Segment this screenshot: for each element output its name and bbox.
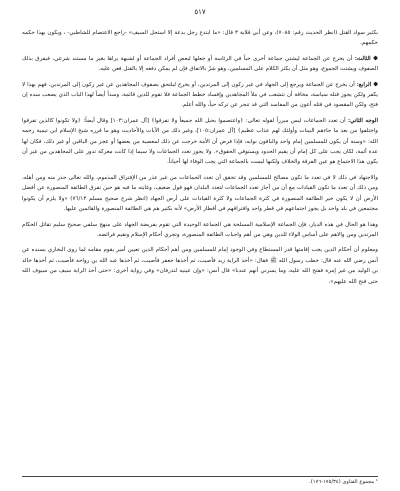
paragraph-7 — [22, 245, 378, 287]
paragraph-text: بكثير سواد القتل (انظر الحديث رقم: ٧٠٨٥)، وعن أبي قلابة ٣ قال: «ما ابتدع رجل بدعة إلا استحل السيف» -راجع الاعتصام للشاطبي- ، ويكون بهذا حكمه حكمهم. — [22, 30, 378, 47]
paragraph-text: ومعلوم أن أحكام الدين يجب إقامتها قدر المستطاع وفي الوجود إمام للمسلمين ومن أهم أحكام الدين تعيين أمير يقوم مقامه لما روى البخاري بسنده عن أنس رضي الله عنه قال: خطب رسول الله ﷺ فقال: «أخذ الراية زيد فأصيب، ثم أخذها جعفر فأصيب، ثم أخذها عبد الله بن رواحة فأصيب، ثم أخذها خالد بن الوليد من غير إمرة ففتح الله عليه، وما يسرني أنهم عندنا» قال أنس: «وإن عينيه لتذرفان» وفي رواية أخرى: «حتى أخذ الراية سيف من سيوف الله حتى فتح الله عليهم». — [22, 247, 378, 285]
paragraph-lead: الوجه الثاني: — [348, 117, 379, 124]
paragraph-fourth-point — [22, 80, 378, 111]
paragraph-5 — [22, 173, 378, 215]
paragraph-text: أن يخرج عن الجماعة ليشتي جماعة أخرى حباً في الرئاسة أو جعلها لبعض أفراد الجماعة أو لشبهة يراها بغير ما مستند شرعي، فيفرق بذلك الصفوف ويشتت الجموع، وهو مثل أن يكثر الكلام على المسلمين، وهو شرٌ بالاتفاق فإن لم يمكن دفعه إلا بالقتل فعن عليه. — [22, 55, 378, 73]
paragraph-1 — [22, 28, 378, 49]
paragraph-third-point — [22, 54, 378, 75]
footnote: ¹ مجموع الفتاوى (١٧٥/٣٤-١٧٦). — [309, 479, 378, 485]
paragraph-lead: ✽ الرابع: — [356, 81, 379, 88]
paragraph-lead: ✽ الثالث: — [354, 55, 378, 62]
paragraph-second-aspect — [22, 116, 378, 168]
footnote-divider — [22, 476, 378, 477]
paragraph-text: أن تعدد الجماعات ليس مبرراً لقوله تعالى: ﴿واعتصموا بحبل الله جميعاً ولا تفرقوا﴾ [آل عمران:١٠٣] وقال أيضاً: ﴿ولا تكونوا كالذين تفرقوا واختلفوا من بعد ما جاءهم البينات وأولئك لهم عذاب عظيم﴾ [آل عمران:١٠٥]، وغير ذلك من الآيات والأحاديث وهو ما قرره شيخ الإسلام ابن تيمية رحمه الله: «وسنة أن يكون للمسلمين إمام واحد والباقون نوابه، فإذا فرض أن الأمة خرجت عن ذلك لمعصية من بعضها أو عجز من الباقين أو غير ذلك، فكان لها عدة أئمة، لكان يجب على كل إمام أن يقيم الحدود ويستوفي الحقوق». ولا يجوز تعدد الجماعات ولا سيما إذا كانت معركة تدور على المجاهدين من غير أن يكون هذا الاجتماع هو عين الفرقة والخلاف ولكنها ليست بالجماعة التي يجب الوفاء لها أحياناً. — [22, 117, 378, 166]
page-number: ٥١٧ — [194, 8, 206, 16]
paragraph-text: وهذا هو الحال في هذه الديار، فإن الجماعة الإسلامية المسلحة هي الجماعة الوحيدة التي تقوم بفريضة الجهاد على منهج سلفي صحيح سليم تقاتل الحكام المرتدين ومن والاهم على أساس الولاء للدين وهي من أهم واجبات الطائفة المنصورة، وتجري أحكام الإسلام وتقيم فرائضه. — [22, 221, 378, 238]
paragraph-text: والاجتهاد في ذلك لا في تعدد ما تكون مصالح للمسلمين وقد تحقق أن تعدد الجماعات من غير عذر من الإفتراق المذموم، والله تعالى حذر منه ومن أهله، ومن ذلك أن تعدد ما تكون القيادات مع أن من أجاز تعدد الجماعات لتعدد البلدان فهو قول ضعيف، وغايته ما فيه هو حين تفرق الطائفة المنصورة عن أفضل الأرض أن لا يكون خير الطائفة المنصورة في كثرة الجماعات ولا كثرة القيادات على أرض الجهاد (انظر شرح صحيح مسلم ٧٦/١٣) «ولا يلزم أن يكونوا مجتمعين في بلد واحد بل يجوز اجتماعهم في قطر واحد وافتراقهم في أقطار الأرض» لأنه بكثير هم هي الطائفة المنصورة والقائمين عليها. — [22, 174, 378, 213]
paragraph-text: أن يخرج عن الجماعة ويرجع إلى الجهاد في غير ركون إلى المرتدين، أو يخرج ليلتحق بصفوف المجاهدين عن غير ركون إلى المرتدين، فهم بهذا لا يكفر ولكن يجوز قتله سياسة، مخافة أن تتشعب في ملأ المجاهدين وإفساد خطط الجماعة فلا تقوم للدين قائمة، وسداً أيضاً لهذا الباب الذي يصعب سده إن فتح، ولكن المقصود في قتله أعون من المفاسد التي قد تنجر عن تركه حياً، والله أعلم. — [22, 81, 378, 109]
paragraph-6 — [22, 220, 378, 241]
